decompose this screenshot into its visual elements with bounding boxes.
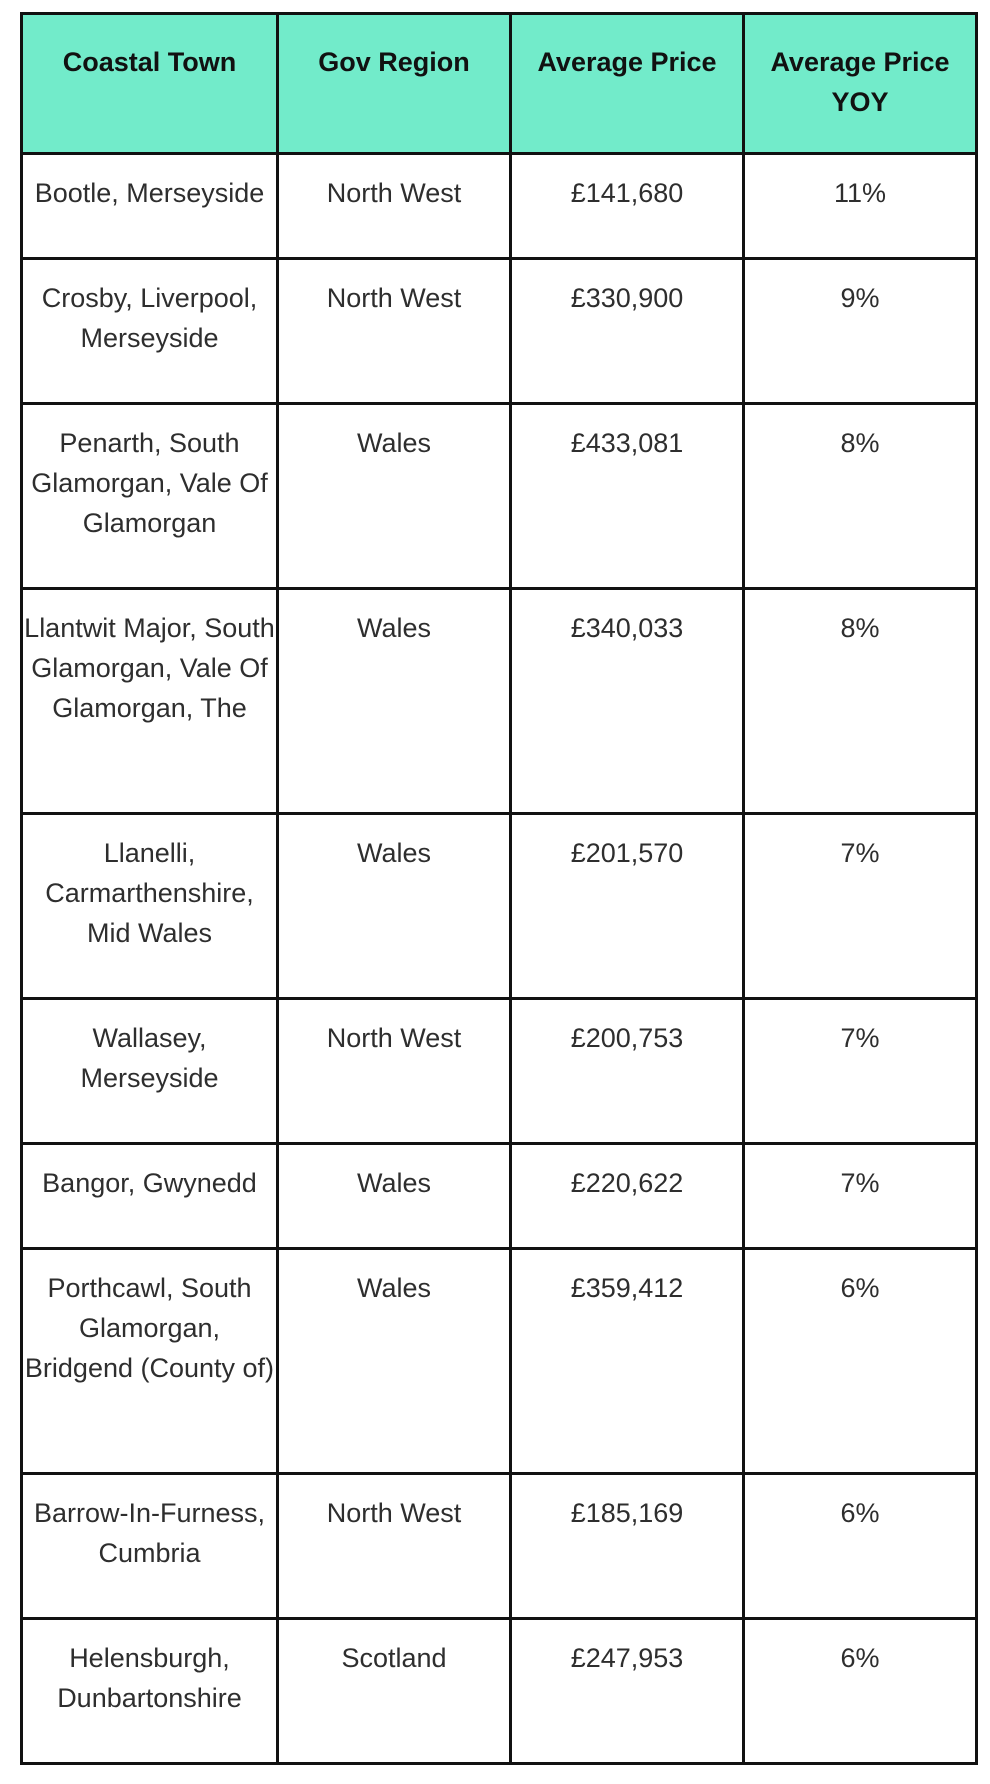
cell-gov-region: Scotland xyxy=(278,1619,511,1764)
cell-gov-region: North West xyxy=(278,1474,511,1619)
cell-gov-region: Wales xyxy=(278,1249,511,1474)
cell-average-price-yoy: 8% xyxy=(744,404,977,589)
table-row xyxy=(22,154,977,259)
cell-average-price-yoy: 7% xyxy=(744,1144,977,1249)
cell-coastal-town: Crosby, Liverpool, Merseyside xyxy=(22,259,278,404)
table-row xyxy=(22,999,977,1144)
cell-average-price-yoy: 6% xyxy=(744,1619,977,1764)
table-row xyxy=(22,589,977,814)
cell-gov-region: Wales xyxy=(278,1144,511,1249)
cell-average-price: £220,622 xyxy=(511,1144,744,1249)
cell-average-price-yoy: 7% xyxy=(744,999,977,1144)
cell-average-price: £247,953 xyxy=(511,1619,744,1764)
table-row xyxy=(22,1619,977,1764)
cell-coastal-town: Llanelli, Carmarthenshire, Mid Wales xyxy=(22,814,278,999)
cell-average-price-yoy: 11% xyxy=(744,154,977,259)
cell-coastal-town: Bootle, Merseyside xyxy=(22,154,278,259)
cell-average-price: £340,033 xyxy=(511,589,744,814)
cell-average-price: £201,570 xyxy=(511,814,744,999)
table-row xyxy=(22,1144,977,1249)
cell-average-price: £359,412 xyxy=(511,1249,744,1474)
table-row xyxy=(22,1249,977,1474)
header-gov-region: Gov Region xyxy=(278,14,511,154)
cell-average-price: £330,900 xyxy=(511,259,744,404)
cell-average-price: £433,081 xyxy=(511,404,744,589)
cell-coastal-town: Barrow-In-Furness, Cumbria xyxy=(22,1474,278,1619)
header-average-price: Average Price xyxy=(511,14,744,154)
cell-average-price-yoy: 9% xyxy=(744,259,977,404)
header-row xyxy=(22,14,977,154)
cell-average-price: £200,753 xyxy=(511,999,744,1144)
cell-gov-region: North West xyxy=(278,154,511,259)
table-row xyxy=(22,259,977,404)
header-coastal-town: Coastal Town xyxy=(22,14,278,154)
cell-average-price: £141,680 xyxy=(511,154,744,259)
cell-coastal-town: Bangor, Gwynedd xyxy=(22,1144,278,1249)
cell-coastal-town: Helensburgh, Dunbartonshire xyxy=(22,1619,278,1764)
cell-gov-region: North West xyxy=(278,999,511,1144)
cell-gov-region: Wales xyxy=(278,404,511,589)
cell-coastal-town: Wallasey, Merseyside xyxy=(22,999,278,1144)
table-row xyxy=(22,814,977,999)
cell-average-price: £185,169 xyxy=(511,1474,744,1619)
cell-average-price-yoy: 7% xyxy=(744,814,977,999)
header-average-price-yoy: Average Price YOY xyxy=(744,14,977,154)
cell-average-price-yoy: 6% xyxy=(744,1474,977,1619)
cell-gov-region: North West xyxy=(278,259,511,404)
coastal-towns-table-container xyxy=(20,12,975,1765)
coastal-towns-table xyxy=(20,12,978,1765)
cell-coastal-town: Porthcawl, South Glamorgan, Bridgend (County of) xyxy=(22,1249,278,1474)
cell-gov-region: Wales xyxy=(278,814,511,999)
cell-gov-region: Wales xyxy=(278,589,511,814)
cell-average-price-yoy: 6% xyxy=(744,1249,977,1474)
cell-average-price-yoy: 8% xyxy=(744,589,977,814)
table-row xyxy=(22,1474,977,1619)
cell-coastal-town: Llantwit Major, South Glamorgan, Vale Of Glamorgan, The xyxy=(22,589,278,814)
table-row xyxy=(22,404,977,589)
cell-coastal-town: Penarth, South Glamorgan, Vale Of Glamorgan xyxy=(22,404,278,589)
